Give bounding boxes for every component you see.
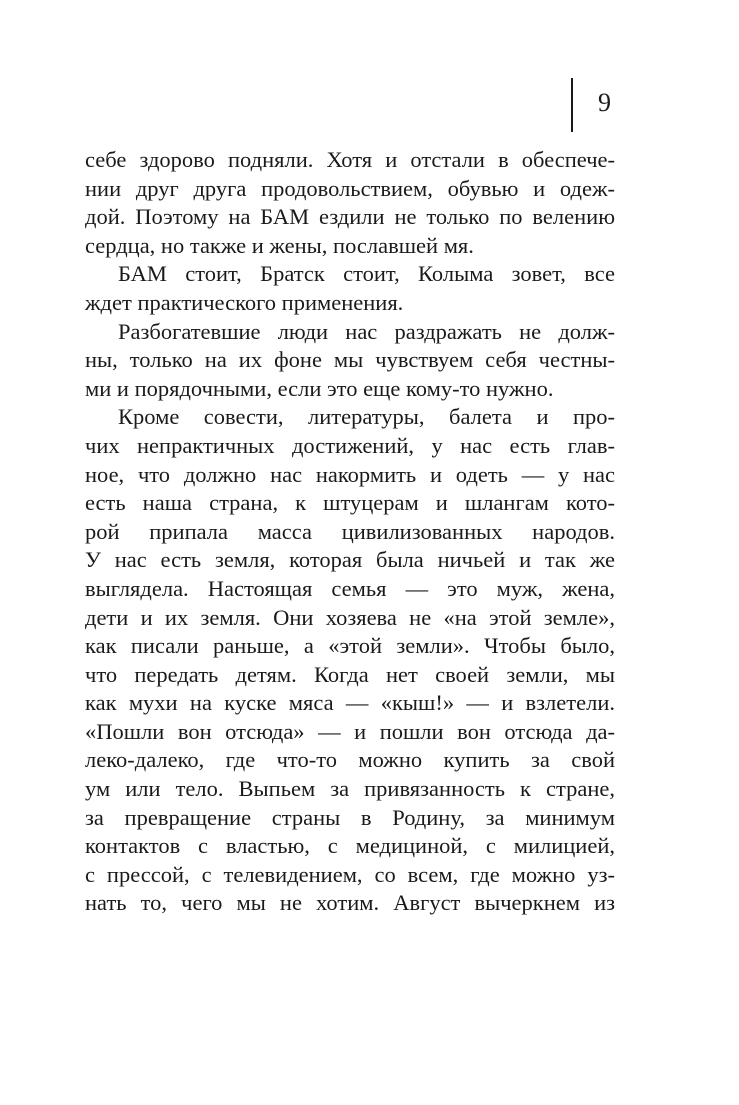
text-line: ми и порядочными, если это еще кому-то нужно. [85,375,554,401]
page-number: 9 [598,88,611,117]
text-line: за превращение страны в Родину, за минимум [85,804,615,830]
paragraph [85,318,615,404]
text-line: дой. Поэтому на БАМ ездили не только по велению [85,204,615,230]
text-line: Кроме совести, литературы, балета и про- [118,404,615,430]
text-line: чих непрактичных достижений, у нас есть глав- [85,432,615,458]
text-line: дети и их земля. Они хозяева не «на этой земле», [85,604,615,630]
text-line: Разбогатевшие люди нас раздражать не долж- [118,318,615,344]
page-number-divider [571,78,573,132]
text-line: «Пошли вон отсюда» — и пошли вон отсюда да- [85,718,615,744]
text-line: сердца, но также и жены, пославшей мя. [85,232,474,258]
text-line: У нас есть земля, которая была ничьей и так же [85,547,615,573]
text-line: выглядела. Настоящая семья — это муж, жена, [85,575,615,601]
text-line: БАМ стоит, Братск стоит, Колыма зовет, все [118,261,615,287]
text-line: леко-далеко, где что-то можно купить за свой [85,747,615,773]
text-line: контактов с властью, с медициной, с милицией, [85,833,615,859]
text-line: как писали раньше, а «этой земли». Чтобы было, [85,633,615,659]
text-line: себе здорово подняли. Хотя и отстали в обеспече- [85,147,615,172]
text-line: нии друг друга продовольствием, обувью и одеж- [85,175,615,201]
text-line: ны, только на их фоне мы чувствуем себя честны- [85,347,615,373]
text-line: есть наша страна, к штуцерам и шлангам кото- [85,490,615,516]
text-line: ум или тело. Выпьем за привязанность к стране, [85,776,615,802]
text-line: нать то, чего мы не хотим. Август вычеркнем из [85,890,615,916]
text-line: ждет практического применения. [85,289,404,315]
text-line: что передать детям. Когда нет своей земли, мы [85,661,615,687]
text-line: ное, что должно нас накормить и одеть — у нас [85,461,615,487]
paragraph [85,403,615,918]
paragraph [85,146,615,260]
text-line: рой припала масса цивилизованных народов. [85,518,615,544]
text-line: с прессой, с телевидением, со всем, где можно уз- [85,861,615,887]
body-text [85,146,615,918]
paragraph [85,260,615,317]
text-line: как мухи на куске мяса — «кыш!» — и взлетели. [85,690,615,716]
